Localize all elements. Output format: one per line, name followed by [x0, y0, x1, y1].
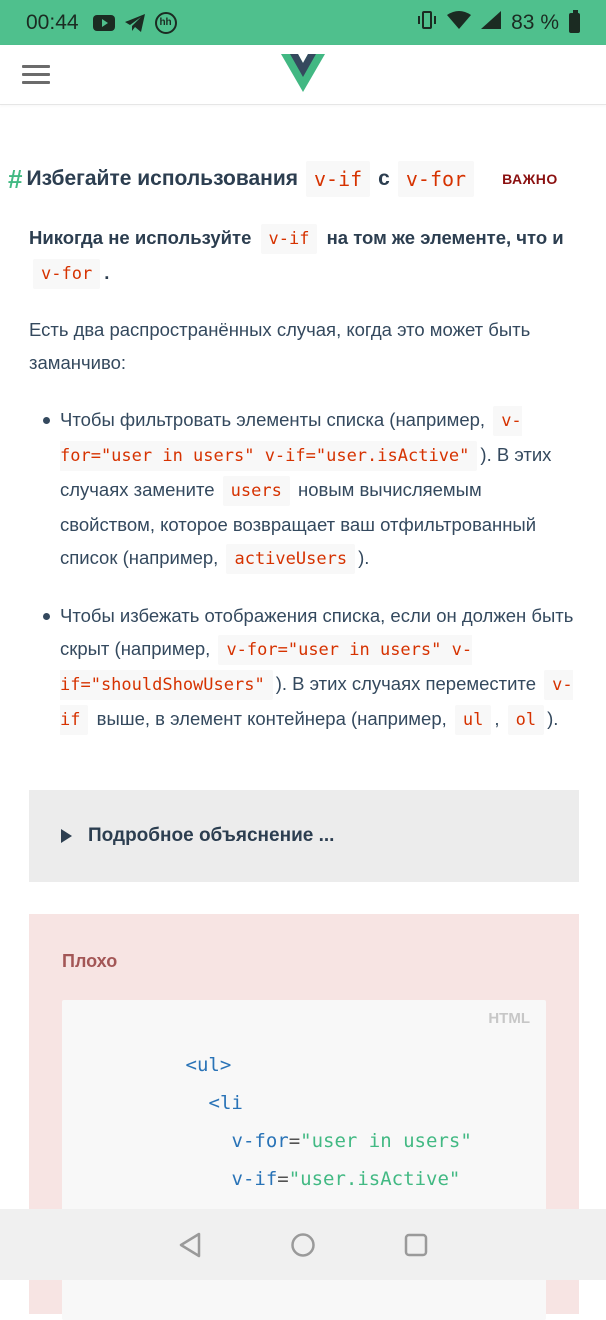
status-right-group — [417, 10, 580, 36]
triangle-right-icon — [61, 829, 72, 843]
lead-paragraph: Есть два распространённых случая, когда это может быть заманчиво: — [29, 319, 531, 373]
inline-code: v-for="user in users" v-if="shouldShowUsers" — [60, 635, 472, 700]
section-heading — [8, 161, 558, 197]
heading-code-vif: v-if — [306, 161, 370, 197]
details-label: Подробное объяснение ... — [88, 825, 335, 846]
inline-code: users — [223, 476, 290, 506]
intro-paragraph — [29, 221, 581, 291]
bad-example-label: Плохо — [62, 951, 118, 971]
intro-text-3: . — [104, 262, 110, 283]
list-item: Чтобы фильтровать элементы списка (например, v-for="user in users" v-if="user.isActive" ). В этих случаях замените users новым вычисляемым свойством, которое возвращает ваш отфильтрованный список (например, activeUsers ). — [60, 403, 580, 576]
heading-text-2: с — [378, 167, 390, 190]
vibrate-icon — [417, 10, 437, 36]
signal-icon — [481, 11, 501, 35]
status-time: 00:44 — [26, 10, 79, 34]
intro-code-vfor: v-for — [33, 259, 100, 289]
vue-logo[interactable] — [281, 54, 325, 97]
battery-percent: 83 % — [511, 10, 559, 34]
home-icon[interactable] — [290, 1232, 316, 1258]
youtube-icon — [93, 15, 115, 31]
code-line: v-for="user in users" — [231, 1130, 472, 1152]
wifi-icon — [447, 11, 471, 35]
code-line: <li — [208, 1092, 243, 1114]
system-nav-bar — [0, 1209, 606, 1280]
intro-code-vif: v-if — [261, 224, 318, 254]
intro-text-2: на том же элементе, что и — [326, 227, 564, 248]
inline-code: v-if — [60, 670, 573, 735]
code-language-label: HTML — [488, 1010, 530, 1027]
heading-code-vfor: v-for — [398, 161, 474, 197]
status-bar — [0, 0, 606, 45]
inline-code: v-for="user in users" v-if="user.isActive" — [60, 406, 522, 471]
importance-badge: ВАЖНО — [502, 171, 558, 187]
telegram-icon — [125, 14, 145, 32]
code-line: v-if="user.isActive" — [231, 1168, 461, 1190]
recents-icon[interactable] — [404, 1233, 428, 1257]
list-item: Чтобы избежать отображения списка, если он должен быть скрыт (например, v-for="user in users" v-if="shouldShowUsers" ). В этих случаях переместите v-if выше, в элемент контейнера (например, ul , ol ). — [60, 599, 580, 737]
inline-code: ol — [508, 705, 544, 735]
code-line: <ul> — [185, 1054, 232, 1076]
cases-list — [60, 403, 580, 760]
hh-icon: hh — [155, 12, 177, 34]
battery-icon — [569, 13, 580, 33]
back-icon[interactable] — [178, 1232, 202, 1258]
inline-code: activeUsers — [226, 544, 355, 574]
heading-text-1: Избегайте использования — [26, 167, 298, 190]
anchor-link[interactable]: # — [8, 163, 23, 194]
app-header — [0, 45, 606, 105]
intro-text-1: Никогда не используйте — [29, 227, 252, 248]
inline-code: ul — [455, 705, 491, 735]
hamburger-menu-icon[interactable] — [22, 65, 50, 85]
details-toggle[interactable] — [29, 790, 579, 882]
